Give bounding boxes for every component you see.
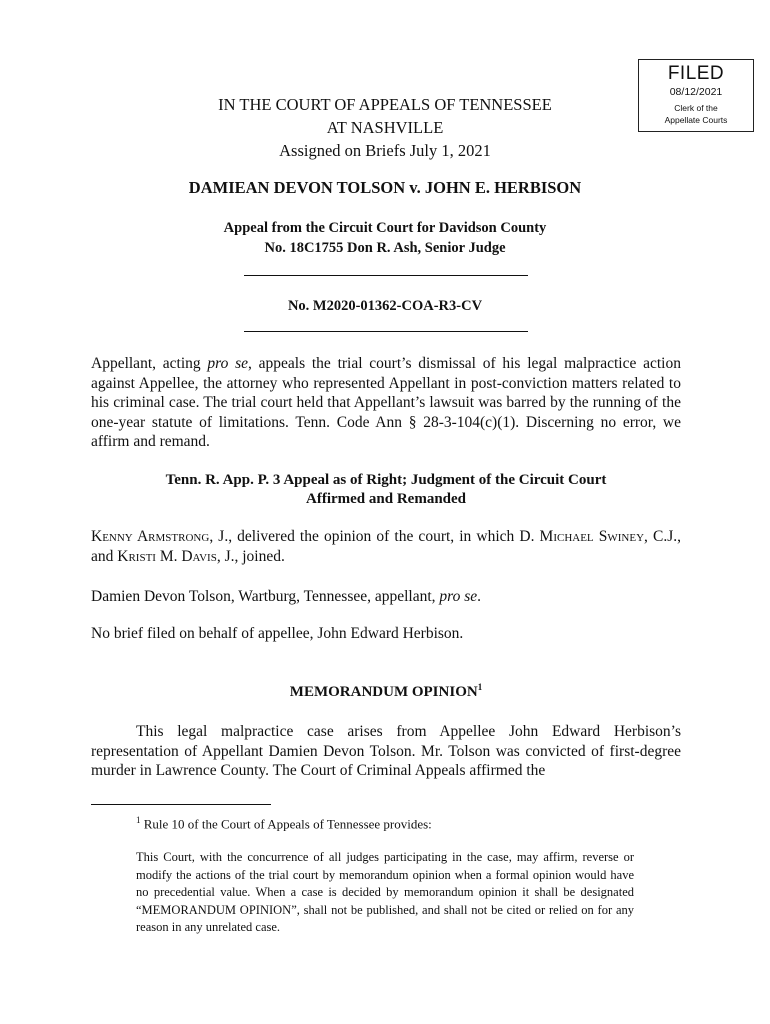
court-name: IN THE COURT OF APPEALS OF TENNESSEE: [218, 95, 552, 114]
stamp-clerk-line1: Clerk of the: [674, 103, 718, 113]
stamp-clerk-line2: Appellate Courts: [664, 115, 728, 125]
footnote-intro: [136, 815, 432, 832]
appellee-counsel: No brief filed on behalf of appellee, John Edward Herbison.: [91, 625, 464, 642]
footnote-mark: 1: [136, 815, 141, 825]
opinion-paragraph: This legal malpractice case arises from Appellee John Edward Herbison’s representation of Appellant Damien Devon Tolson. Mr. Tolson was convicted of first-degree murder in Lawrence County. The Court of Criminal Appeals affirmed the: [91, 723, 681, 779]
judge-name: Michael Swiney: [539, 528, 645, 545]
separator-line: [244, 275, 528, 276]
summary-text: , appeals the trial court’s dismissal of his legal malpractice action against Appellee, the attorney who represented Appellant in post-conviction matters related to his criminal case. The trial court held that Appellant’s lawsuit was barred by the running of the one-year statute of limitations. Tenn. Code Ann § 28-3-104(c)(1). Discerning no error, we affirm and remand.: [91, 355, 681, 450]
appellant-end: .: [477, 588, 482, 605]
appellant-italic: pro se: [439, 588, 478, 605]
stamp-date: 08/12/2021: [669, 86, 723, 98]
summary-text: Appellant, acting: [91, 355, 208, 372]
footnote-separator: [91, 804, 271, 805]
judge-name: Kristi M. Davis: [117, 547, 217, 565]
footnote-intro-text: Rule 10 of the Court of Appeals of Tennessee provides:: [140, 816, 432, 832]
trial-case-number: No. 18C1755 Don R. Ash, Senior Judge: [264, 240, 506, 256]
case-summary: [91, 354, 681, 452]
stamp-status: FILED: [667, 63, 725, 84]
memo-heading: [91, 682, 681, 701]
authorship-text: , J., joined.: [216, 547, 285, 565]
holding: [91, 471, 681, 509]
assigned-date: Assigned on Briefs July 1, 2021: [279, 141, 491, 160]
holding-line2: Affirmed and Remanded: [306, 491, 466, 507]
case-caption: DAMIEAN DEVON TOLSON v. JOHN E. HERBISON: [188, 178, 582, 197]
docket-number: No. M2020-01362-COA-R3-CV: [287, 298, 483, 314]
appellant-counsel: [91, 587, 681, 607]
footnote-quote: This Court, with the concurrence of all judges participating in the case, may affirm, reverse or modify the actions of the trial court by memorandum opinion when a formal opinion would have no precedential value. When a case is decided by memorandum opinion it shall be designated “MEMORANDUM OPINION”, shall not be published, and shall not be cited or relied on for any reason in any unrelated case.: [136, 850, 634, 934]
authorship-text: , C.J., and: [91, 528, 681, 565]
summary-italic: pro se: [207, 355, 249, 372]
holding-line1: Tenn. R. App. P. 3 Appeal as of Right; Judgment of the Circuit Court: [165, 472, 607, 488]
authorship: [91, 527, 681, 566]
footnote-ref: 1: [477, 682, 483, 692]
court-location: AT NASHVILLE: [326, 118, 444, 137]
author-name: Kenny Armstrong: [91, 528, 210, 545]
appeal-origin: Appeal from the Circuit Court for Davidson County: [223, 220, 547, 236]
appellant-text: Damien Devon Tolson, Wartburg, Tennessee, appellant,: [91, 588, 440, 605]
authorship-text: , J., delivered the opinion of the court, in which D.: [209, 528, 540, 545]
separator-line: [244, 331, 528, 332]
memo-heading-text: MEMORANDUM OPINION: [289, 684, 478, 700]
